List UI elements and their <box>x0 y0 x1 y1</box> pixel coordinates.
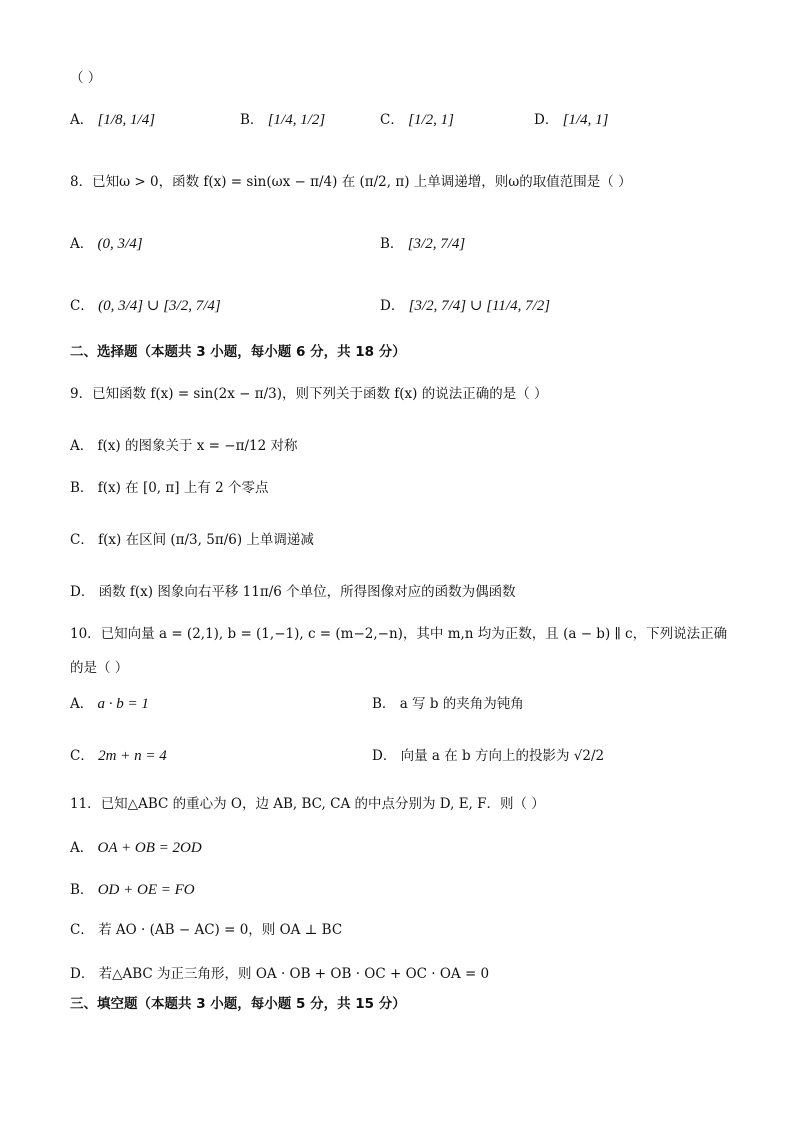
option-label: C． <box>70 298 94 314</box>
option-expr: [3/2, 7/4] ∪ [11/4, 7/2] <box>408 298 551 314</box>
question-text: 已知函数 f(x) = sin(2x − π/3)，则下列关于函数 f(x) 的说法正确的是（ ） <box>92 386 548 402</box>
q9-option-b[interactable] <box>70 476 269 496</box>
option-label: D． <box>380 298 405 314</box>
option-expr: f(x) 在 [0, π] 上有 2 个零点 <box>97 480 269 496</box>
option-label: D． <box>534 112 559 128</box>
q9-stem <box>70 382 548 402</box>
q8-option-a[interactable] <box>70 232 143 253</box>
option-label: D． <box>372 748 397 764</box>
option-expr: [1/4, 1] <box>562 112 609 128</box>
q10-stem-cont: 的是（ ） <box>70 660 129 676</box>
q8-option-c[interactable] <box>70 294 221 315</box>
section-heading-2: 二、选择题（本题共 3 小题，每小题 6 分，共 18 分） <box>70 344 406 360</box>
option-expr: f(x) 的图象关于 x = −π/12 对称 <box>97 438 298 454</box>
option-expr: OA + OB = 2OD <box>97 840 202 856</box>
option-expr: a 写 b 的夹角为钝角 <box>399 696 524 712</box>
option-expr: [3/2, 7/4] <box>407 236 466 252</box>
option-expr: 向量 a 在 b 方向上的投影为 √2/2 <box>400 748 605 764</box>
option-label: A． <box>70 438 94 454</box>
option-label: B． <box>70 882 94 898</box>
q11-option-c[interactable] <box>70 918 342 938</box>
q10-option-b[interactable] <box>372 692 524 712</box>
option-expr: f(x) 在区间 (π/3, 5π/6) 上单调递减 <box>98 532 314 548</box>
option-label: A． <box>70 112 94 128</box>
q8-option-d[interactable] <box>380 294 550 315</box>
q11-option-a[interactable] <box>70 836 202 857</box>
option-expr: a · b = 1 <box>97 696 149 712</box>
option-label: B． <box>380 236 404 252</box>
option-label: A． <box>70 236 94 252</box>
option-expr: (0, 3/4] <box>97 236 143 252</box>
q7-stem-tail: （ ） <box>70 70 102 86</box>
q10-option-c[interactable] <box>70 744 167 765</box>
q7-option-d[interactable] <box>534 108 608 129</box>
option-label: C． <box>70 748 94 764</box>
q11-option-d[interactable] <box>70 962 489 982</box>
option-label: C． <box>70 922 94 938</box>
option-expr: 若△ABC 为正三角形，则 OA · OB + OB · OC + OC · OA = 0 <box>98 966 490 982</box>
q10-option-d[interactable] <box>372 744 604 764</box>
section-heading-3: 三、填空题（本题共 3 小题，每小题 5 分，共 15 分） <box>70 996 406 1012</box>
q11-option-b[interactable] <box>70 878 195 899</box>
q8-stem <box>70 170 632 190</box>
option-expr: 函数 f(x) 图象向右平移 11π/6 个单位，所得图像对应的函数为偶函数 <box>98 584 516 600</box>
q9-option-c[interactable] <box>70 528 314 548</box>
option-label: B． <box>240 112 264 128</box>
question-number: 10． <box>70 626 101 642</box>
q7-option-c[interactable] <box>380 108 454 129</box>
option-expr: (0, 3/4] ∪ [3/2, 7/4] <box>98 298 221 314</box>
option-label: B． <box>70 480 94 496</box>
option-expr: [1/8, 1/4] <box>97 112 156 128</box>
option-label: A． <box>70 840 94 856</box>
option-label: D． <box>70 966 95 982</box>
option-expr: 若 AO · (AB − AC) = 0，则 OA ⊥ BC <box>98 922 343 938</box>
q9-option-a[interactable] <box>70 434 297 454</box>
question-text: 已知△ABC 的重心为 O，边 AB, BC, CA 的中点分别为 D, E, F．则（ ） <box>100 796 545 812</box>
option-expr: [1/2, 1] <box>408 112 454 128</box>
option-label: B． <box>372 696 396 712</box>
option-expr: 2m + n = 4 <box>98 748 167 764</box>
q8-option-b[interactable] <box>380 232 465 253</box>
question-number: 9． <box>70 386 93 402</box>
question-text: 已知ω > 0，函数 f(x) = sin(ωx − π/4) 在 (π/2, π) 上单调递增，则ω的取值范围是（ ） <box>92 174 632 190</box>
option-label: A． <box>70 696 94 712</box>
question-number: 11． <box>70 796 101 812</box>
option-label: D． <box>70 584 95 600</box>
q11-stem <box>70 792 545 812</box>
q10-stem <box>70 622 727 642</box>
q7-option-a[interactable] <box>70 108 155 129</box>
q7-option-b[interactable] <box>240 108 325 129</box>
option-label: C． <box>380 112 404 128</box>
question-text: 已知向量 a = (2,1), b = (1,−1), c = (m−2,−n)，其中 m,n 均为正数，且 (a − b) ∥ c，下列说法正确 <box>100 626 728 642</box>
q10-option-a[interactable] <box>70 692 149 713</box>
question-number: 8． <box>70 174 93 190</box>
q9-option-d[interactable] <box>70 580 516 600</box>
option-expr: OD + OE = FO <box>97 882 195 898</box>
option-label: C． <box>70 532 94 548</box>
option-expr: [1/4, 1/2] <box>267 112 326 128</box>
